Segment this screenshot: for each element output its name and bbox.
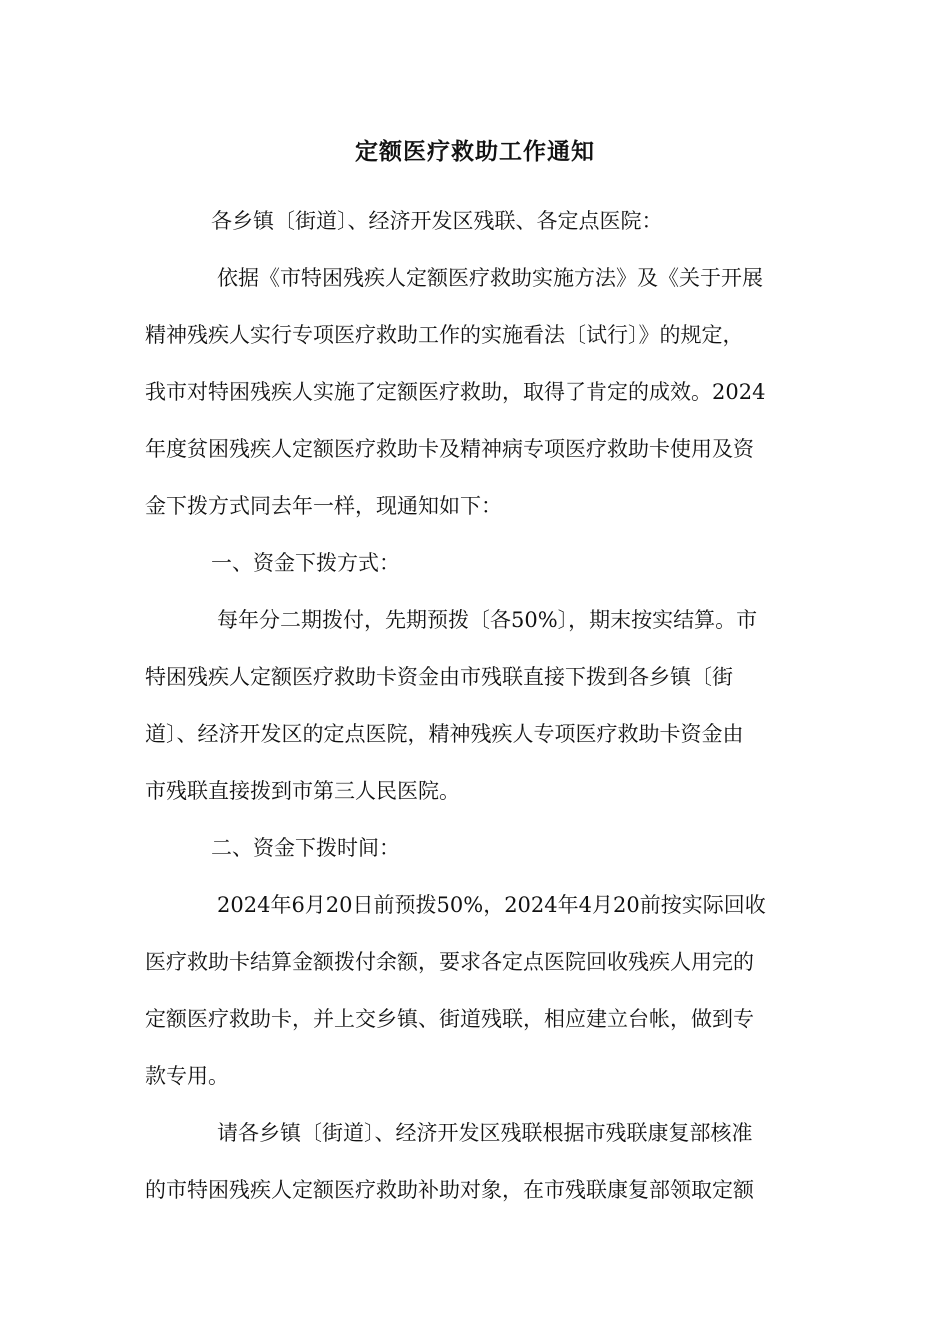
paragraph-line: 依据《市特困残疾人定额医疗救助实施方法》及《关于开展 [217,266,763,290]
paragraph-line: 年度贫困残疾人定额医疗救助卡及精神病专项医疗救助卡使用及资 [145,437,754,461]
paragraph-line: 每年分二期拨付，先期预拨〔各50%〕，期末按实结算。市 [217,608,758,632]
paragraph-line: 医疗救助卡结算金额拨付余额，要求各定点医院回收残疾人用完的 [145,950,754,974]
paragraph-funding-method [145,601,805,810]
section-heading-1 [145,544,805,582]
paragraph-line: 请各乡镇〔街道〕、经济开发区残联根据市残联康复部核准 [217,1121,753,1145]
paragraph-line: 定额医疗救助卡，并上交乡镇、街道残联，相应建立台帐，做到专 [145,1007,754,1031]
paragraph-line: 我市对特困残疾人实施了定额医疗救助，取得了肯定的成效。2024 [145,380,766,404]
paragraph-funding-time [145,886,805,1095]
paragraph-request [145,1114,805,1209]
document-body [145,202,805,1228]
paragraph-line: 市残联直接拨到市第三人民医院。 [145,779,460,803]
section-heading-2 [145,829,805,867]
paragraph-line: 的市特困残疾人定额医疗救助补助对象，在市残联康复部领取定额 [145,1178,754,1202]
paragraph-line: 精神残疾人实行专项医疗救助工作的实施看法〔试行〕》的规定， [145,323,744,347]
document-title: 定额医疗救助工作通知 [355,138,595,165]
section-heading-line: 一、资金下拨方式： [211,551,400,575]
paragraph-line: 金下拨方式同去年一样，现通知如下： [145,494,502,518]
salutation-line: 各乡镇〔街道〕、经济开发区残联、各定点医院： [211,209,663,233]
salutation [145,202,805,240]
paragraph-basis [145,259,805,525]
paragraph-line: 道〕、经济开发区的定点医院，精神残疾人专项医疗救助卡资金由 [145,722,744,746]
paragraph-line: 款专用。 [145,1064,229,1088]
section-heading-line: 二、资金下拨时间： [211,836,400,860]
paragraph-line: 2024年6月20日前预拨50%，2024年4月20前按实际回收 [217,893,766,917]
paragraph-line: 特困残疾人定额医疗救助卡资金由市残联直接下拨到各乡镇〔街 [145,665,733,689]
